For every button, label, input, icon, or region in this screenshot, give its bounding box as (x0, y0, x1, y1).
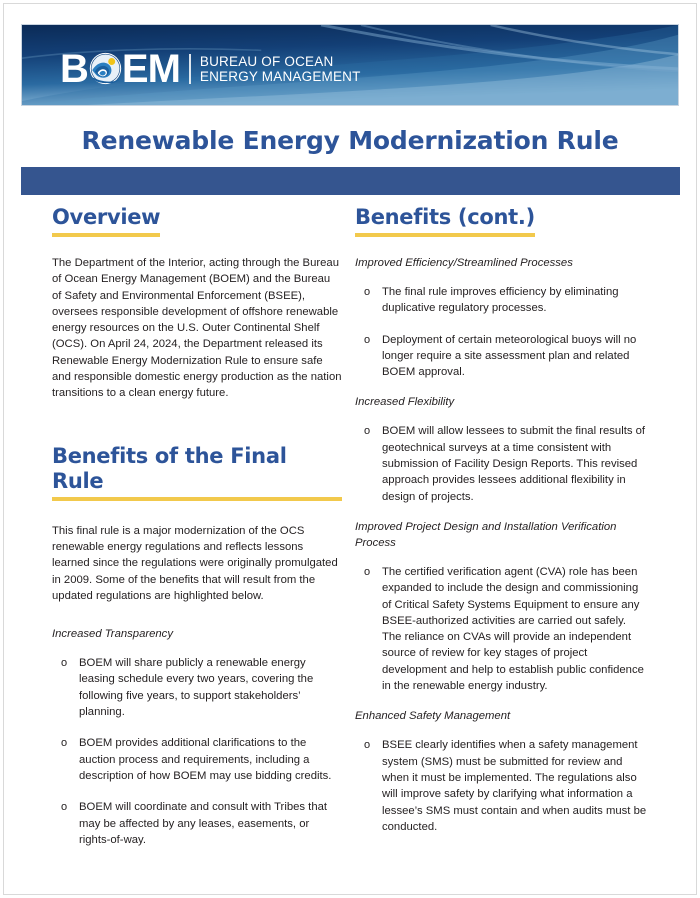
agency-name (189, 54, 361, 84)
overview-heading: Overview (52, 205, 160, 237)
agency-name-line1: BUREAU OF OCEAN (199, 54, 334, 69)
list-item (52, 799, 342, 848)
left-column (52, 205, 342, 848)
list-item (52, 735, 342, 784)
benefits-heading: Benefits of the Final Rule (52, 444, 342, 501)
bullet-list (355, 564, 647, 694)
bullet-list (355, 737, 647, 835)
list-item-text: BSEE clearly identifies when a safety management system (SMS) must be submitted for review and when it must be implemented. The regulations also will improve safety by clarifying what information a lessee’s SMS must contain and when audits must be conducted. (382, 739, 647, 833)
bullet-marker-icon: o (61, 801, 68, 814)
list-item (52, 655, 342, 720)
bullet-marker-icon: o (61, 737, 68, 750)
list-item (355, 284, 647, 317)
bullet-marker-icon: o (364, 565, 371, 578)
subsection-label: Improved Project Design and Installation Verification Process (355, 520, 617, 549)
bullet-marker-icon: o (61, 657, 68, 670)
header-banner (21, 24, 679, 106)
subsection-label: Improved Efficiency/Streamlined Processes (355, 257, 573, 269)
overview-heading-row (52, 205, 342, 237)
boem-wordmark (60, 49, 180, 89)
list-item (355, 332, 647, 381)
right-subsections (355, 255, 647, 835)
benefits-heading-row (52, 444, 342, 501)
benefits-cont-heading-row (355, 205, 647, 237)
bullet-marker-icon: o (364, 286, 371, 298)
subsection-label: Increased Transparency (52, 628, 173, 641)
left-subsections (52, 626, 342, 848)
list-item-text: BOEM will allow lessees to submit the final results of geotechnical surveys at a time consistent with submission of Facility Design Reports. This revised approach provides lessees additional flexibility in design of projects. (382, 425, 646, 503)
bullet-list (355, 284, 647, 380)
list-item-text: The certified verification agent (CVA) role has been expanded to include the design and commissioning of Critical Safety Systems Equipment to ensure any BSEE-authorized activities are carried out safely. The reliance on CVAs will provide an independent source of review for key stages of project development and help to establish public confidence in the renewable energy industry. (382, 565, 644, 693)
list-item-text: BOEM will share publicly a renewable energy leasing schedule every two years, covering the following five years, to support stakeholders’ planning. (79, 657, 314, 719)
list-item (355, 564, 647, 694)
list-item-text: BOEM will coordinate and consult with Tribes that may be affected by any leases, easements, or rights-of-way. (79, 801, 328, 846)
boem-logo (60, 47, 361, 91)
list-item-text: The final rule improves efficiency by eliminating duplicative regulatory processes. (382, 286, 619, 315)
boem-wave-sun-icon (89, 52, 122, 85)
benefits-paragraph: This final rule is a major modernization of the OCS renewable energy regulations and reflects lessons learned since the regulations were originally promulgated in 2009. Some of the benefits that will result from the updated regulations are highlighted below. (52, 524, 338, 602)
subsection-label: Increased Flexibility (355, 396, 455, 409)
list-item (355, 737, 647, 835)
title-accent-bar (21, 167, 680, 195)
list-item-text: Deployment of certain meteorological buoys will no longer require a site assessment plan and related BOEM approval. (382, 333, 637, 379)
agency-name-line2: ENERGY MANAGEMENT (199, 69, 361, 84)
overview-paragraph: The Department of the Interior, acting through the Bureau of Ocean Energy Management (BOEM) and the Bureau of Safety and Environmental Enforcement (BSEE), oversees responsible development of offshore renewable energy resources on the U.S. Outer Continental Shelf (OCS). On April 24, 2024, the Department released its Renewable Energy Modernization Rule to ensure safe and responsible domestic energy production as the nation transitions to a clean energy future. (52, 257, 342, 400)
page-title: Renewable Energy Modernization Rule (81, 126, 619, 155)
bullet-marker-icon: o (364, 425, 371, 438)
logo-letter-b: B (60, 47, 88, 91)
list-item (355, 423, 647, 504)
right-column (355, 205, 647, 835)
bullet-list (355, 423, 647, 504)
subsection-label: Enhanced Safety Management (355, 710, 511, 723)
benefits-cont-heading: Benefits (cont.) (355, 205, 535, 237)
logo-letters-em: EM (121, 47, 180, 91)
list-item-text: BOEM provides additional clarifications to the auction process and requirements, including a description of how BOEM may use bidding credits. (79, 737, 332, 782)
bullet-list (52, 655, 342, 848)
bullet-marker-icon: o (364, 333, 371, 346)
bullet-marker-icon: o (364, 739, 371, 752)
